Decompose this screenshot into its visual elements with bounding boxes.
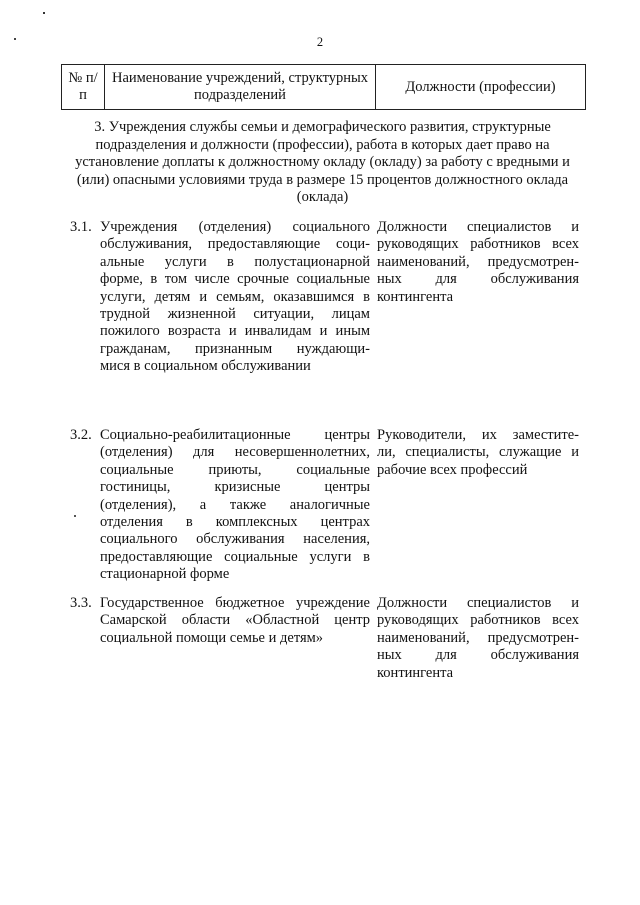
institution-line: (отделения), а также аналогичные	[100, 496, 370, 513]
row-position	[377, 595, 579, 682]
row-position	[377, 219, 579, 306]
header-num-cell	[62, 65, 105, 110]
table-header	[61, 64, 586, 110]
speck	[43, 12, 45, 14]
institution-line: альные услуги в полустационарной	[100, 253, 370, 270]
institution-line: пожилого возраста и инвалидам и иным	[100, 323, 370, 340]
position-line: ных для обслуживания	[377, 271, 579, 288]
institution-line: мися в социальном обслуживании	[100, 358, 311, 375]
row-institution	[100, 595, 370, 647]
header-num-label: № п/п	[68, 70, 98, 103]
institution-line: Социально-реабилитационные центры	[100, 427, 370, 443]
institution-line: форме, в том числе срочные социальные	[100, 271, 370, 288]
institution-line: Самарской области «Областной центр	[100, 612, 370, 629]
section-heading: 3. Учреждения службы семьи и демографического развития, структурные подразделения и должности (профессии), работа в которых дает право на установление доплаты к должностному окладу (окладу) за работу с вредными и (или) опасными условиями труда в размере 15 процентов должностного оклада (оклада)	[75, 119, 570, 205]
speck	[74, 515, 76, 517]
institution-line: обслуживания, предоставляющие соци-	[100, 236, 370, 253]
position-line: Должности специалистов и	[377, 219, 579, 235]
institution-line: Учреждения (отделения) социального	[100, 219, 370, 235]
position-line: ных для обслуживания	[377, 647, 579, 664]
position-line: Руководители, их заместите-	[377, 427, 579, 443]
institution-line: стационарной форме	[100, 566, 230, 583]
row-position	[377, 427, 579, 479]
institution-line: гражданам, признанным нуждающи-	[100, 340, 370, 357]
row-institution	[100, 427, 370, 584]
institution-line: социальные приюты, социальные	[100, 461, 370, 478]
institution-line: предоставляющие социальные услуги в	[100, 548, 370, 565]
institution-line: услуги, детям и семьям, оказавшимся в	[100, 288, 370, 305]
position-line: наименований, предусмотрен-	[377, 253, 579, 270]
institution-line: (отделения) для несовершеннолетних,	[100, 444, 370, 461]
row-number: 3.2.	[70, 427, 92, 443]
row-number: 3.3.	[70, 595, 92, 611]
row-institution	[100, 219, 370, 376]
institution-line: социальной помощи семье и детям»	[100, 629, 324, 646]
position-line: наименований, предусмотрен-	[377, 629, 579, 646]
position-line: контингента	[377, 664, 454, 681]
position-line: ли, специалисты, служащие и	[377, 444, 579, 461]
institution-line: социального обслуживания населения,	[100, 531, 370, 548]
header-position-label: Должности (профессии)	[405, 78, 556, 95]
institution-line: отделения в комплексных центрах	[100, 514, 370, 531]
position-line: контингента	[377, 288, 454, 305]
position-line: руководящих работников всех	[377, 612, 579, 629]
institution-line: гостиницы, кризисные центры	[100, 479, 370, 496]
position-line: руководящих работников всех	[377, 236, 579, 253]
position-line: Должности специалистов и	[377, 595, 579, 611]
header-position-cell	[376, 65, 586, 110]
institution-line: трудной жизненной ситуации, лицам	[100, 306, 370, 323]
header-institution-label: Наименование учреждений, структурных подразделений	[111, 70, 369, 103]
header-institution-cell	[105, 65, 376, 110]
position-line: рабочие всех профессий	[377, 461, 528, 478]
page-number: 2	[316, 35, 324, 49]
row-number: 3.1.	[70, 219, 92, 235]
institution-line: Государственное бюджетное учреждение	[100, 595, 370, 611]
